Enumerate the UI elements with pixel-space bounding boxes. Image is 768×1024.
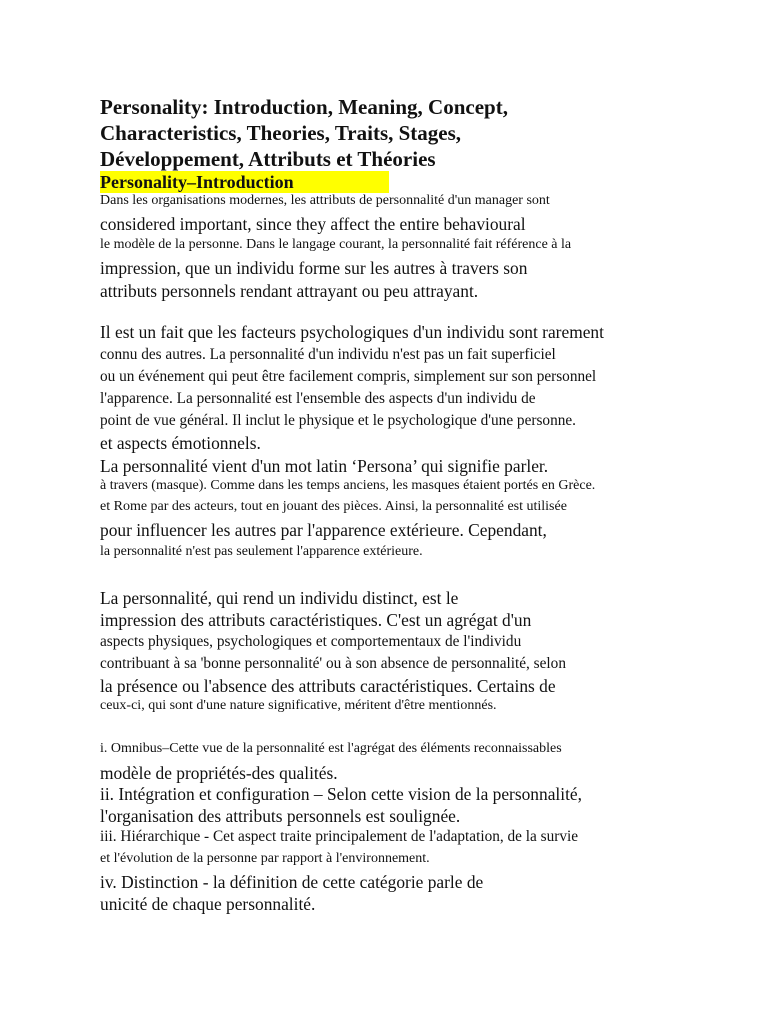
list-item: unicité de chaque personnalité.	[100, 894, 316, 914]
text-line: et aspects émotionnels.	[100, 433, 261, 453]
title-line: Characteristics, Theories, Traits, Stages,	[100, 121, 462, 145]
text-line: attributs personnels rendant attrayant ou peu attrayant.	[100, 281, 479, 301]
text-line: impression, que un individu forme sur les autres à travers son	[100, 258, 528, 278]
list-item: l'organisation des attributs personnels est soulignée.	[100, 806, 461, 826]
list-item: iii. Hiérarchique - Cet aspect traite principalement de l'adaptation, de la survie	[100, 828, 579, 845]
list-item: ii. Intégration et configuration – Selon cette vision de la personnalité,	[100, 784, 582, 804]
text-line: connu des autres. La personnalité d'un individu n'est pas un fait superficiel	[100, 346, 556, 363]
text-line: le modèle de la personne. Dans le langage courant, la personnalité fait référence à la	[100, 237, 572, 252]
text-line: point de vue général. Il inclut le physique et le psychologique d'une personne.	[100, 412, 576, 429]
text-line: La personnalité, qui rend un individu distinct, est le	[100, 588, 459, 608]
text-line: la présence ou l'absence des attributs caractéristiques. Certains de	[100, 676, 556, 696]
text-line: ou un événement qui peut être facilement compris, simplement sur son personnel	[100, 368, 597, 385]
list-item: iv. Distinction - la définition de cette catégorie parle de	[100, 872, 484, 892]
text-line: contribuant à sa 'bonne personnalité' ou à son absence de personnalité, selon	[100, 655, 566, 672]
title-line: Développement, Attributs et Théories	[100, 147, 436, 171]
section-heading	[100, 171, 389, 193]
text-line: l'apparence. La personnalité est l'ensemble des aspects d'un individu de	[100, 390, 536, 407]
text-line: la personnalité n'est pas seulement l'apparence extérieure.	[100, 544, 423, 559]
list-item: modèle de propriétés-des qualités.	[100, 763, 338, 783]
text-line: pour influencer les autres par l'apparence extérieure. Cependant,	[100, 520, 547, 540]
document-title	[100, 94, 680, 172]
list-item: i. Omnibus–Cette vue de la personnalité est l'agrégat des éléments reconnaissables	[100, 741, 562, 756]
text-line: impression des attributs caractéristiques. C'est un agrégat d'un	[100, 610, 532, 630]
section-heading-highlight: Personality–Introduction	[100, 171, 389, 193]
text-line: Il est un fait que les facteurs psychologiques d'un individu sont rarement	[100, 322, 604, 342]
text-line: considered important, since they affect the entire behavioural	[100, 214, 526, 234]
text-line: et Rome par des acteurs, tout en jouant des pièces. Ainsi, la personnalité est utilisée	[100, 499, 567, 514]
text-line: Dans les organisations modernes, les attributs de personnalité d'un manager sont	[100, 193, 550, 208]
text-line: La personnalité vient d'un mot latin ‘Persona’ qui signifie parler.	[100, 456, 549, 476]
text-line: aspects physiques, psychologiques et comportementaux de l'individu	[100, 633, 522, 650]
title-line: Personality: Introduction, Meaning, Concept,	[100, 95, 508, 119]
text-line: à travers (masque). Comme dans les temps anciens, les masques étaient portés en Grèce.	[100, 478, 596, 493]
text-line: ceux-ci, qui sont d'une nature significative, méritent d'être mentionnés.	[100, 698, 497, 713]
list-item: et l'évolution de la personne par rapport à l'environnement.	[100, 851, 430, 866]
